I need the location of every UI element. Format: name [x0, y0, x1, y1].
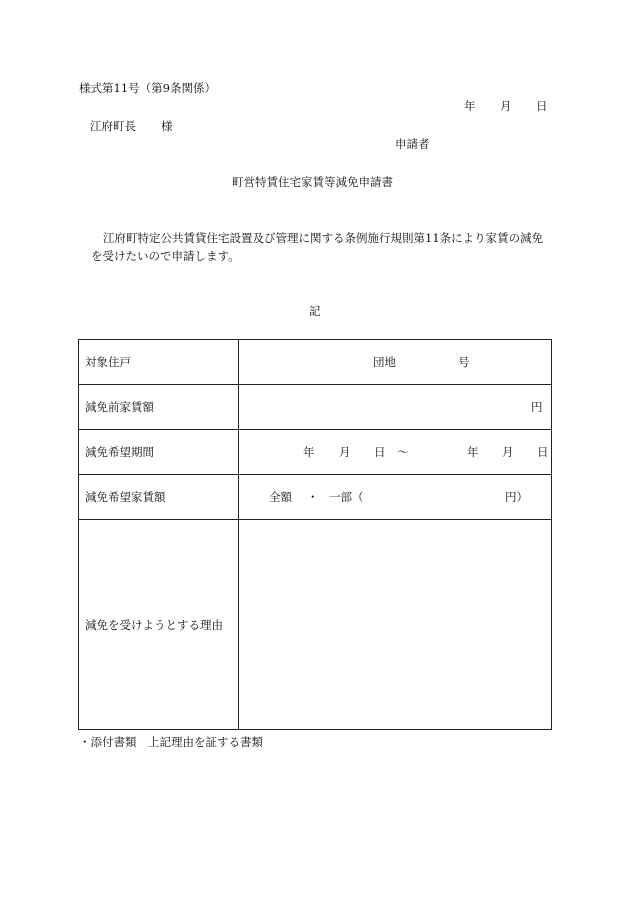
date-day-label: 日 [536, 99, 548, 113]
end-year-label: 年 [467, 445, 479, 459]
applicant-label: 申請者 [395, 137, 430, 151]
table-row [79, 340, 552, 385]
end-month-label: 月 [502, 445, 514, 459]
form-number: 様式第11号（第9条関係） [79, 81, 216, 95]
start-month-label: 月 [339, 445, 351, 459]
table-row [79, 520, 552, 730]
document-title: 町営特賃住宅家賃等減免申請書 [232, 175, 393, 189]
danchi-label: 団地 [373, 355, 396, 369]
date-month-label: 月 [500, 99, 512, 113]
label-reason: 減免を受けようとする理由 [79, 520, 239, 730]
body-text-line-1: 江府町特定公共賃貸住宅設置及び管理に関する条例施行規則第11条により家賃の減免 [103, 231, 544, 245]
field-requested-rent[interactable] [239, 475, 552, 520]
label-requested-rent: 減免希望家賃額 [79, 475, 239, 520]
label-rent-before: 減免前家賃額 [79, 385, 239, 430]
start-year-label: 年 [303, 445, 315, 459]
body-text-line-2: を受けたいので申請します。 [91, 249, 240, 263]
date-year-label: 年 [464, 99, 476, 113]
field-reduction-period[interactable] [239, 430, 552, 475]
yen-close-label: 円） [505, 490, 528, 504]
addressee: 江府町長 [90, 119, 136, 133]
field-rent-before[interactable] [239, 385, 552, 430]
start-day-label: 日 [374, 445, 386, 459]
ki-label: 記 [309, 304, 321, 318]
addressee-honorific: 様 [161, 119, 173, 133]
field-reason[interactable] [239, 520, 552, 730]
table-row [79, 475, 552, 520]
label-reduction-period: 減免希望期間 [79, 430, 239, 475]
application-table [78, 339, 552, 730]
attachment-note: ・添付書類 上記理由を証する書類 [79, 735, 263, 749]
table-row [79, 385, 552, 430]
end-day-label: 日 [537, 445, 549, 459]
field-target-unit[interactable] [239, 340, 552, 385]
label-target-unit: 対象住戸 [79, 340, 239, 385]
go-label: 号 [458, 355, 470, 369]
table-row [79, 430, 552, 475]
separator-dot: ・ [307, 490, 319, 504]
full-amount-label: 全額 [269, 490, 292, 504]
range-tilde: 〜 [397, 445, 409, 459]
yen-label: 円 [531, 400, 543, 414]
partial-amount-label: 一部（ [329, 490, 364, 504]
